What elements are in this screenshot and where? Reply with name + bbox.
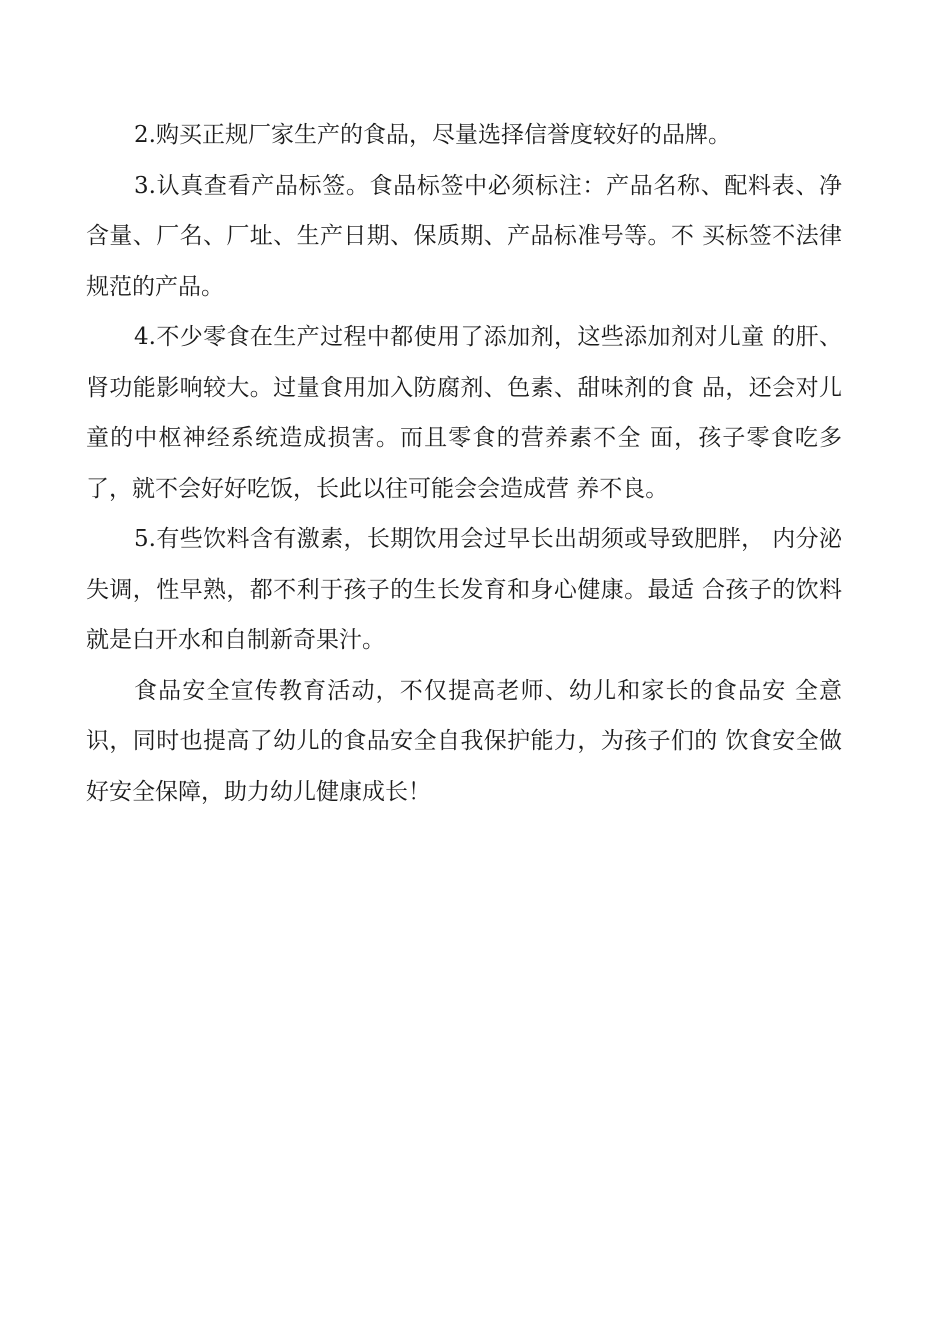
- paragraph-tip-4: 4.不少零食在生产过程中都使用了添加剂，这些添加剂对儿童 的肝、肾功能影响较大。过量食用加入防腐剂、色素、甜味剂的食 品，还会对儿童的中枢神经系统造成损害。而且零食的营养素不全 面，孩子零食吃多了，就不会好好吃饭，长此以往可能会会造成营 养不良。: [86, 324, 842, 502]
- paragraph-conclusion: 食品安全宣传教育活动，不仅提高老师、幼儿和家长的食品安 全意识，同时也提高了幼儿的食品安全自我保护能力，为孩子们的 饮食安全做好安全保障，助力幼儿健康成长！: [86, 677, 842, 805]
- paragraph-tip-2: 2.购买正规厂家生产的食品，尽量选择信誉度较好的品牌。: [134, 122, 731, 148]
- paragraph-tip-3: 3.认真查看产品标签。食品标签中必须标注：产品名称、配料表、净含量、厂名、厂址、生产日期、保质期、产品标准号等。不 买标签不法律规范的产品。: [86, 172, 842, 300]
- paragraph-tip-5: 5.有些饮料含有激素，长期饮用会过早长出胡须或导致肥胖， 内分泌失调，性早熟，都不利于孩子的生长发育和身心健康。最适 合孩子的饮料就是白开水和自制新奇果汁。: [86, 526, 842, 653]
- document-body: [86, 110, 842, 817]
